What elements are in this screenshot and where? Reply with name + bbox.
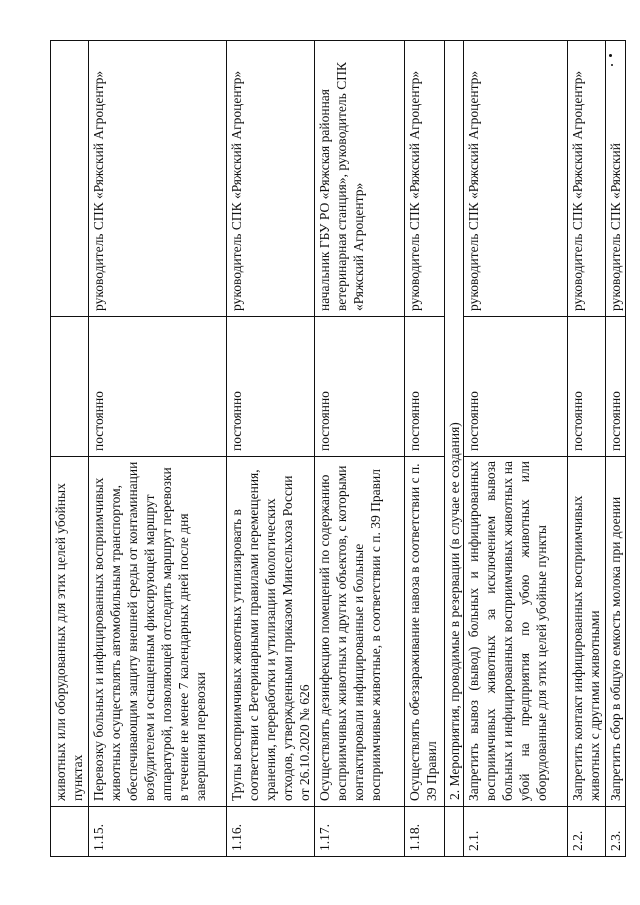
measure-responsible — [51, 41, 89, 317]
row-number — [51, 807, 89, 857]
row-number: 2.3. — [606, 807, 626, 857]
table-row — [315, 41, 405, 857]
measure-description: Осуществлять обеззараживание навоза в соответствии с п. 39 Правил — [405, 457, 445, 807]
measure-deadline: постоянно — [405, 317, 445, 457]
measure-description: Осуществлять дезинфекцию помещений по содержанию восприимчивых животных и других объектов, с которыми контактировали инфицированные и больные восприимчивые животные, в соответствии с п. 39 Правил — [315, 457, 405, 807]
section-title: 2. Мероприятия, проводимые в резервации (в случае ее создания) — [445, 41, 464, 807]
measure-description: Перевозку больных и инфицированных восприимчивых животных осуществлять автомобильным транспортом, обеспечивающим защиту внешней среды от контаминации возбудителем и оснащенным фиксирующей маршрут аппаратурой, позволяющей отследить маршрут перевозки в течение не менее 7 календарных дней после дня завершения перевозки — [89, 457, 227, 807]
measure-deadline: постоянно — [568, 317, 606, 457]
measure-responsible: руководитель СПК «Ряжский Агроцентр» — [89, 41, 227, 317]
row-number: 1.17. — [315, 807, 405, 857]
measure-responsible: руководитель СПК «Ряжский Агроцентр» — [464, 41, 568, 317]
measure-description: Запретить контакт инфицированных восприимчивых животных с другими животными — [568, 457, 606, 807]
row-number: 1.18. — [405, 807, 445, 857]
measure-deadline — [51, 317, 89, 457]
measure-responsible: начальник ГБУ РО «Ряжская районная ветеринарная станция», руководитель СПК «Ряжский Агроцентр» — [315, 41, 405, 317]
row-number: 1.16. — [227, 807, 315, 857]
table-row — [568, 41, 606, 857]
table-row — [464, 41, 568, 857]
measure-deadline: постоянно — [227, 317, 315, 457]
measure-deadline: постоянно — [89, 317, 227, 457]
scan-speck — [609, 54, 612, 57]
section-number-cell — [445, 807, 464, 857]
row-number: 1.15. — [89, 807, 227, 857]
section-header-row — [445, 41, 464, 857]
scan-speck — [611, 64, 613, 66]
measure-deadline: постоянно — [315, 317, 405, 457]
measure-responsible: руководитель СПК «Ряжский Агроцентр» — [405, 41, 445, 317]
measure-responsible: руководитель СПК «Ряжский Агроцентр» — [227, 41, 315, 317]
measure-description: Запретить вывоз (вывод) больных и инфицированных восприимчивых животных за исключением вывоза больных и инфицированных восприимчивых животных на убой на предприятия по убою животных или оборудованные для этих целей убойные пункты — [464, 457, 568, 807]
measure-description: животных или оборудованных для этих целей убойных пунктах — [51, 457, 89, 807]
measure-deadline: постоянно — [464, 317, 568, 457]
measure-description: Запретить сбор в общую емкость молока при доении — [606, 457, 626, 807]
table-row — [405, 41, 445, 857]
measure-description: Трупы восприимчивых животных утилизировать в соответствии с Ветеринарными правилами перемещения, хранения, переработки и утилизации биологических отходов, утвержденными приказом Минсельхоза России от 26.10.2020 № 626 — [227, 457, 315, 807]
table-row — [606, 41, 626, 857]
row-number: 2.1. — [464, 807, 568, 857]
measures-table — [50, 40, 626, 857]
table-row — [51, 41, 89, 857]
measure-responsible: руководитель СПК «Ряжский — [606, 41, 626, 317]
measure-deadline: постоянно — [606, 317, 626, 457]
row-number: 2.2. — [568, 807, 606, 857]
table-row — [89, 41, 227, 857]
measure-responsible: руководитель СПК «Ряжский Агроцентр» — [568, 41, 606, 317]
table-row — [227, 41, 315, 857]
